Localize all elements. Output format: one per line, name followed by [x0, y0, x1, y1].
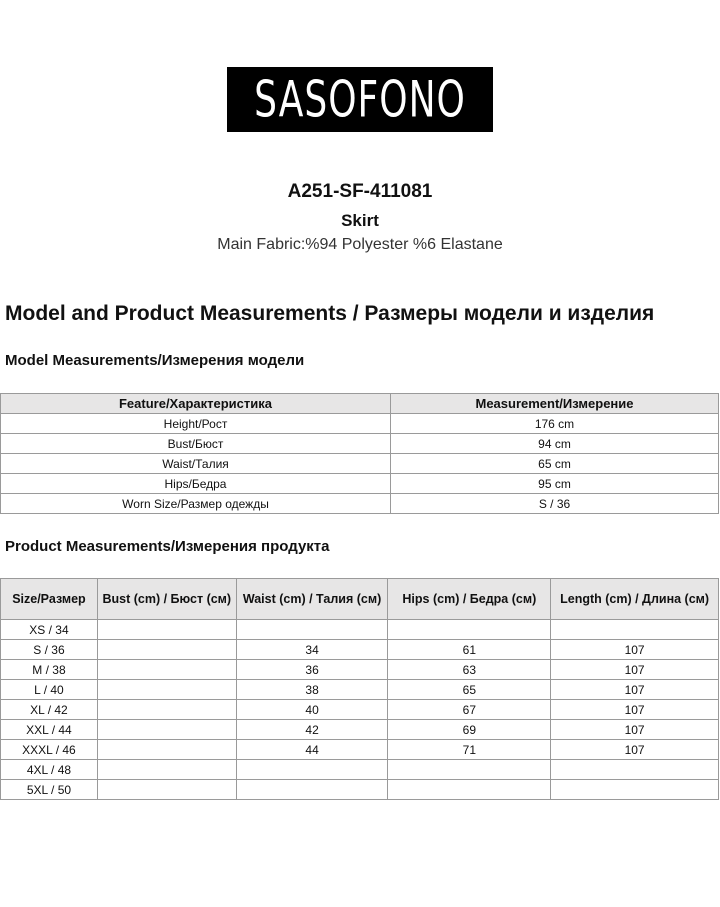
table-cell: L / 40 — [1, 680, 98, 700]
table-row — [1, 474, 719, 494]
table-cell: 5XL / 50 — [1, 780, 98, 800]
brand-logo-text: SASOFONO — [254, 70, 466, 129]
table-cell — [551, 760, 719, 780]
column-header: Waist (cm) / Талия (см) — [236, 579, 388, 620]
table-cell: 61 — [388, 640, 551, 660]
column-header: Hips (cm) / Бедра (см) — [388, 579, 551, 620]
table-cell — [97, 640, 236, 660]
table-row — [1, 620, 719, 640]
table-cell: 42 — [236, 720, 388, 740]
table-cell: 65 — [388, 680, 551, 700]
table-cell: 44 — [236, 740, 388, 760]
table-row — [1, 700, 719, 720]
table-cell: 107 — [551, 740, 719, 760]
table-cell — [97, 720, 236, 740]
table-cell: 107 — [551, 660, 719, 680]
table-cell: M / 38 — [1, 660, 98, 680]
table-cell: 63 — [388, 660, 551, 680]
table-cell: 71 — [388, 740, 551, 760]
table-row — [1, 760, 719, 780]
table-cell — [97, 680, 236, 700]
table-cell — [97, 780, 236, 800]
table-cell — [388, 760, 551, 780]
table-row — [1, 780, 719, 800]
table-cell: 40 — [236, 700, 388, 720]
table-cell: 65 cm — [391, 454, 719, 474]
product-type: Skirt — [341, 211, 379, 230]
table-cell: 67 — [388, 700, 551, 720]
table-cell: XXL / 44 — [1, 720, 98, 740]
table-header-row — [1, 394, 719, 414]
column-header: Bust (cm) / Бюст (см) — [97, 579, 236, 620]
table-cell: 4XL / 48 — [1, 760, 98, 780]
table-row — [1, 680, 719, 700]
table-cell: S / 36 — [391, 494, 719, 514]
table-cell — [388, 620, 551, 640]
table-cell — [97, 760, 236, 780]
table-cell: 34 — [236, 640, 388, 660]
table-cell: 107 — [551, 680, 719, 700]
table-cell: Bust/Бюст — [1, 434, 391, 454]
table-row — [1, 454, 719, 474]
product-code: A251-SF-411081 — [287, 181, 433, 202]
table-row — [1, 494, 719, 514]
brand-logo — [227, 67, 493, 132]
table-cell — [236, 780, 388, 800]
product-measurements-table — [0, 578, 719, 800]
table-cell: XL / 42 — [1, 700, 98, 720]
table-cell: Waist/Талия — [1, 454, 391, 474]
table-cell — [97, 620, 236, 640]
table-cell: XXXL / 46 — [1, 740, 98, 760]
table-cell — [236, 760, 388, 780]
table-cell — [97, 740, 236, 760]
column-header: Size/Размер — [1, 579, 98, 620]
table-cell: 107 — [551, 720, 719, 740]
measurements-heading: Model and Product Measurements / Размеры модели и изделия — [5, 302, 655, 325]
column-header: Measurement/Измерение — [391, 394, 719, 414]
table-cell — [388, 780, 551, 800]
table-cell: 176 cm — [391, 414, 719, 434]
table-cell: Hips/Бедра — [1, 474, 391, 494]
fabric-composition: Main Fabric:%94 Polyester %6 Elastane — [217, 236, 503, 253]
table-cell: 38 — [236, 680, 388, 700]
table-cell: XS / 34 — [1, 620, 98, 640]
table-cell — [551, 620, 719, 640]
table-cell: 69 — [388, 720, 551, 740]
table-header-row — [1, 579, 719, 620]
table-cell: 36 — [236, 660, 388, 680]
table-cell: Height/Рост — [1, 414, 391, 434]
column-header: Length (cm) / Длина (см) — [551, 579, 719, 620]
table-cell: 107 — [551, 700, 719, 720]
table-cell: Worn Size/Размер одежды — [1, 494, 391, 514]
model-measurements-heading: Model Measurements/Измерения модели — [5, 352, 305, 369]
table-row — [1, 740, 719, 760]
table-row — [1, 640, 719, 660]
table-cell — [236, 620, 388, 640]
table-cell: 95 cm — [391, 474, 719, 494]
table-cell — [97, 700, 236, 720]
table-cell — [551, 780, 719, 800]
table-cell: S / 36 — [1, 640, 98, 660]
table-cell: 107 — [551, 640, 719, 660]
table-row — [1, 660, 719, 680]
table-row — [1, 720, 719, 740]
table-cell: 94 cm — [391, 434, 719, 454]
table-row — [1, 414, 719, 434]
model-measurements-table — [0, 393, 719, 514]
product-measurements-heading: Product Measurements/Измерения продукта — [5, 538, 330, 555]
table-row — [1, 434, 719, 454]
table-cell — [97, 660, 236, 680]
column-header: Feature/Характеристика — [1, 394, 391, 414]
